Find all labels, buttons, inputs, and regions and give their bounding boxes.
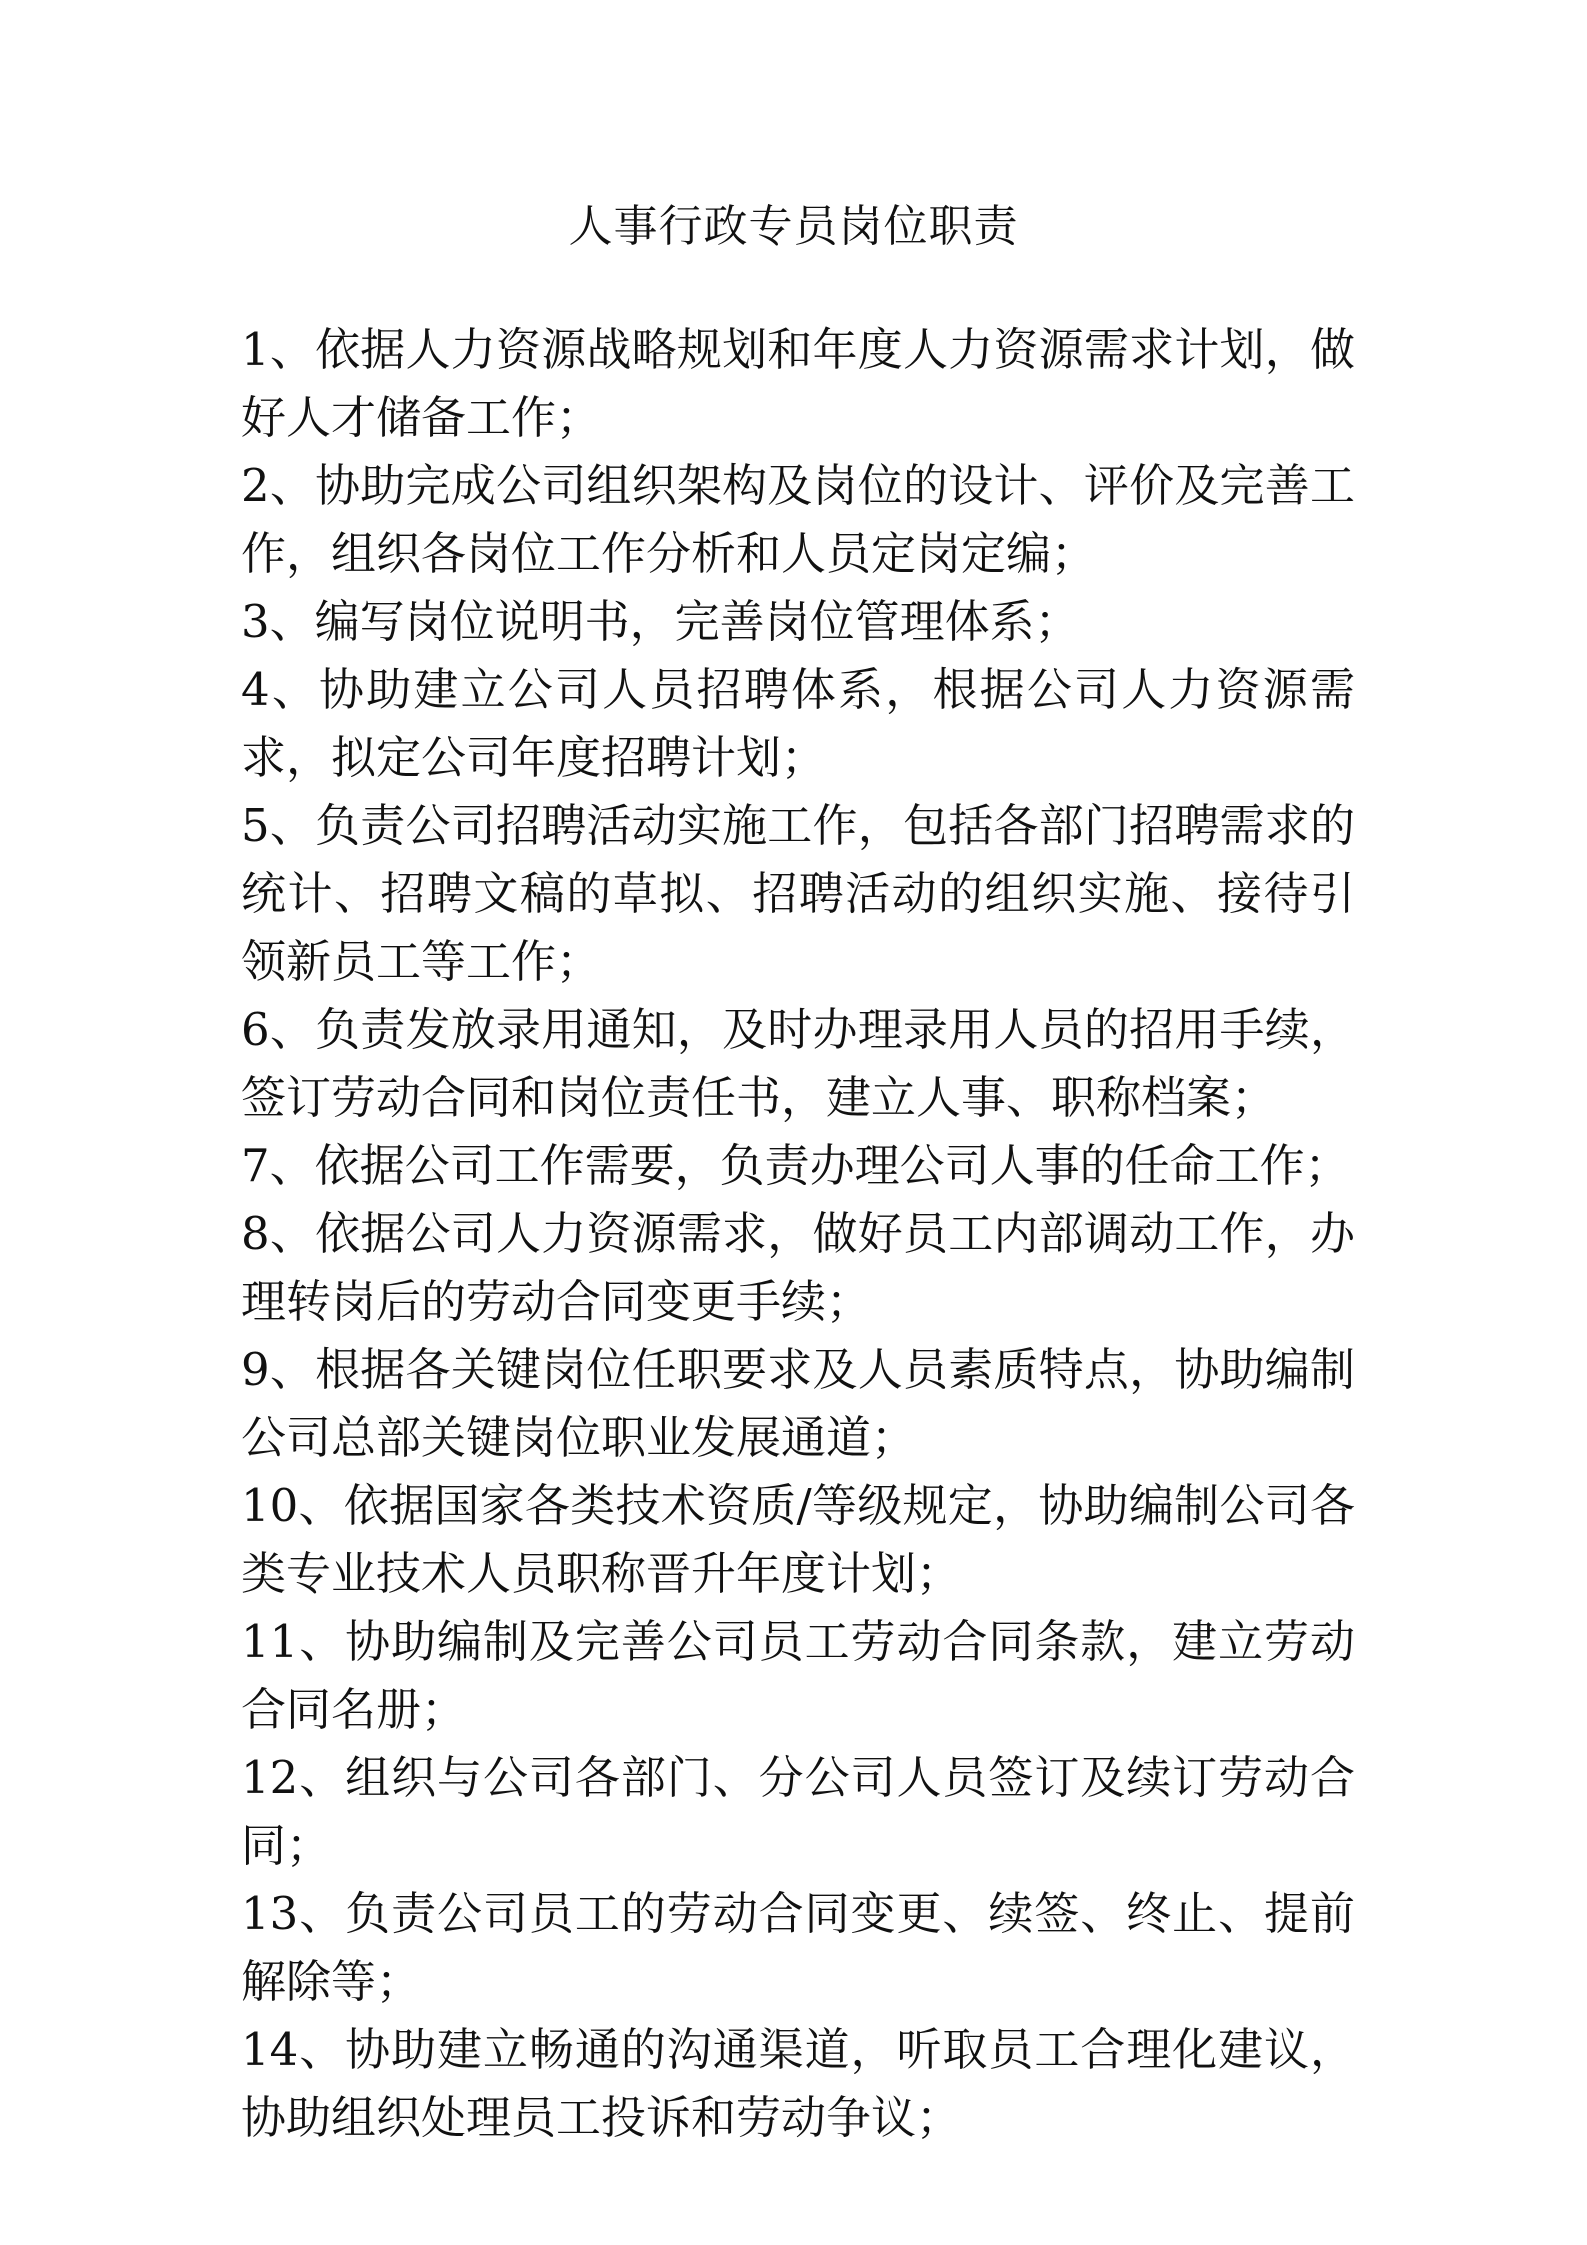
list-item: 12、组织与公司各部门、分公司人员签订及续订劳动合同； [241, 1751, 1355, 1872]
list-item: 10、依据国家各类技术资质/等级规定，协助编制公司各类专业技术人员职称晋升年度计划； [241, 1479, 1355, 1600]
list-item: 9、根据各关键岗位任职要求及人员素质特点，协助编制公司总部关键岗位职业发展通道； [241, 1343, 1355, 1464]
list-item: 8、依据公司人力资源需求，做好员工内部调动工作，办理转岗后的劳动合同变更手续； [241, 1207, 1355, 1328]
list-item: 5、负责公司招聘活动实施工作，包括各部门招聘需求的统计、招聘文稿的草拟、招聘活动的组织实施、接待引领新员工等工作； [241, 799, 1355, 988]
list-item: 6、负责发放录用通知，及时办理录用人员的招用手续，签订劳动合同和岗位责任书，建立人事、职称档案； [241, 1003, 1355, 1124]
list-item: 7、依据公司工作需要，负责办理公司人事的任命工作； [241, 1139, 1350, 1192]
list-item: 3、编写岗位说明书，完善岗位管理体系； [241, 595, 1080, 648]
duty-list [241, 316, 1355, 2152]
list-item: 14、协助建立畅通的沟通渠道，听取员工合理化建议，协助组织处理员工投诉和劳动争议； [241, 2023, 1355, 2144]
list-item: 2、协助完成公司组织架构及岗位的设计、评价及完善工作，组织各岗位工作分析和人员定岗定编； [241, 459, 1355, 580]
list-item: 13、负责公司员工的劳动合同变更、续签、终止、提前解除等； [241, 1887, 1355, 2008]
list-item: 4、协助建立公司人员招聘体系，根据公司人力资源需求，拟定公司年度招聘计划； [241, 663, 1355, 784]
list-item: 1、依据人力资源战略规划和年度人力资源需求计划，做好人才储备工作； [241, 323, 1355, 444]
document-title: 人事行政专员岗位职责 [568, 201, 1019, 252]
list-item: 11、协助编制及完善公司员工劳动合同条款，建立劳动合同名册； [241, 1615, 1355, 1736]
